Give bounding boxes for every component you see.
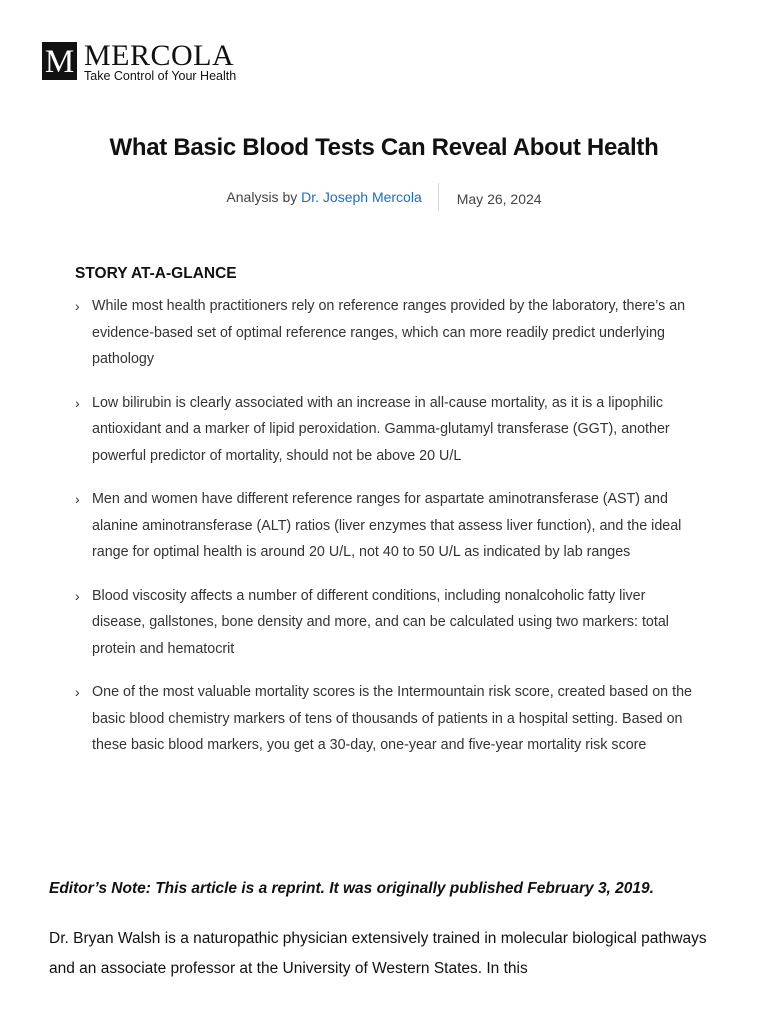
story-at-a-glance xyxy=(75,264,695,776)
author-link[interactable]: Dr. Joseph Mercola xyxy=(301,189,422,205)
chevron-right-icon: › xyxy=(75,587,80,604)
logo-name: MERCOLA xyxy=(84,39,235,72)
logo-text xyxy=(84,39,237,83)
glance-item xyxy=(75,486,695,566)
glance-item xyxy=(75,583,695,663)
body-paragraph: Dr. Bryan Walsh is a naturopathic physician extensively trained in molecular biological pathways and an associate professor at the University of Western States. In this xyxy=(49,930,707,977)
editor-note: Editor’s Note: This article is a reprint. It was originally published February 3, 2019. xyxy=(49,880,654,897)
glance-item xyxy=(75,679,695,759)
glance-list xyxy=(75,293,695,759)
glance-item-text: Men and women have different reference ranges for aspartate aminotransferase (AST) and alanine aminotransferase (ALT) ratios (liver enzymes that assess liver function), and the ideal range for optimal health is around 20 U/L, not 40 to 50 U/L as indicated by lab ranges xyxy=(92,491,682,560)
glance-item-text: While most health practitioners rely on reference ranges provided by the laboratory, there’s an evidence-based set of optimal reference ranges, which can more readily predict underlying pathology xyxy=(92,298,686,367)
glance-item-text: Low bilirubin is clearly associated with an increase in all-cause mortality, as it is a lipophilic antioxidant and a marker of lipid peroxidation. Gamma-glutamyl transferase (GGT), another powerful predictor of mortality, should not be above 20 U/L xyxy=(92,394,670,464)
publish-date: May 26, 2024 xyxy=(456,191,542,207)
logo-tagline: Take Control of Your Health xyxy=(84,69,237,83)
site-logo[interactable] xyxy=(42,39,237,83)
chevron-right-icon: › xyxy=(75,394,80,411)
chevron-right-icon: › xyxy=(75,491,80,507)
glance-heading: STORY AT-A-GLANCE xyxy=(75,265,237,282)
article-title: What Basic Blood Tests Can Reveal About Health xyxy=(109,134,659,161)
author-block xyxy=(226,183,437,211)
glance-item-text: Blood viscosity affects a number of different conditions, including nonalcoholic fatty liver disease, gallstones, bone density and more, and can be calculated using two markers: total protein and hematocrit xyxy=(92,587,669,657)
byline-prefix: Analysis by xyxy=(226,189,298,205)
glance-item xyxy=(75,293,695,373)
logo-mark: M xyxy=(42,42,77,80)
chevron-right-icon: › xyxy=(75,298,80,314)
article-byline xyxy=(0,183,768,211)
chevron-right-icon: › xyxy=(75,684,80,700)
glance-item xyxy=(75,390,695,470)
glance-item-text: One of the most valuable mortality scores is the Intermountain risk score, created based on the basic blood chemistry markers of tens of thousands of patients in a hospital setting. Based on these basic blood markers, you get a 30-day, one-year and five-year mortality risk score xyxy=(92,684,692,753)
